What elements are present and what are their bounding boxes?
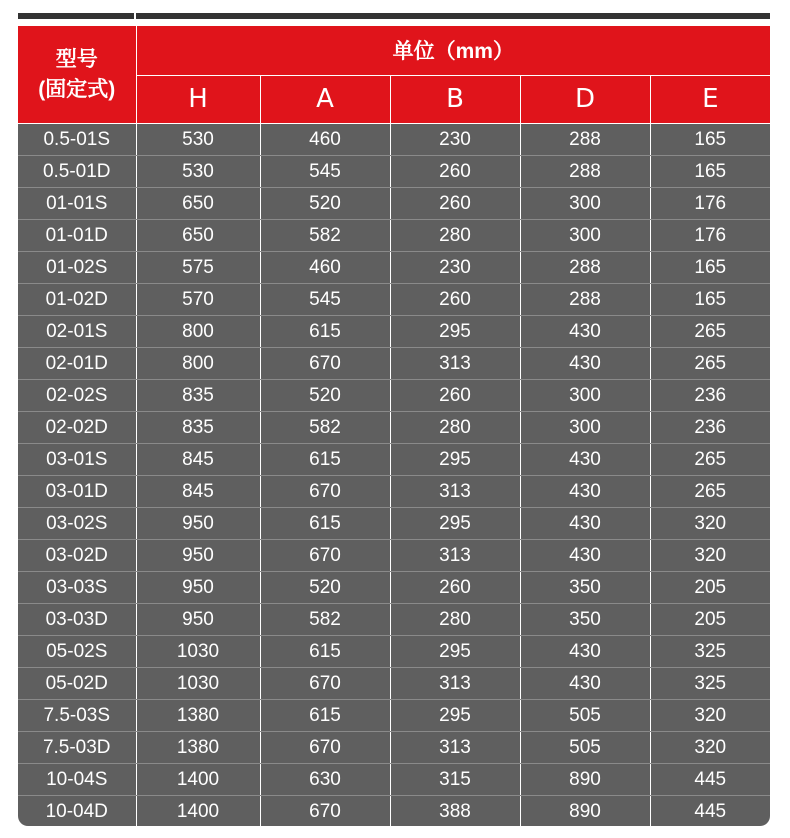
value-cell-d: 350 xyxy=(520,572,650,604)
value-cell-d: 300 xyxy=(520,380,650,412)
model-header-title: 型号 xyxy=(55,47,98,71)
value-cell-e: 176 xyxy=(650,188,770,220)
value-cell-h: 1400 xyxy=(136,796,260,827)
table-row xyxy=(18,124,770,156)
value-cell-h: 845 xyxy=(136,444,260,476)
value-cell-b: 260 xyxy=(390,572,520,604)
spec-table xyxy=(18,26,770,826)
value-cell-e: 445 xyxy=(650,764,770,796)
value-cell-d: 430 xyxy=(520,348,650,380)
value-cell-a: 670 xyxy=(260,540,390,572)
value-cell-b: 313 xyxy=(390,348,520,380)
value-cell-h: 570 xyxy=(136,284,260,316)
value-cell-h: 650 xyxy=(136,188,260,220)
table-row xyxy=(18,732,770,764)
model-cell: 03-03D xyxy=(18,604,136,636)
value-cell-h: 1380 xyxy=(136,700,260,732)
top-divider-gap xyxy=(134,13,136,19)
table-row xyxy=(18,188,770,220)
value-cell-b: 295 xyxy=(390,636,520,668)
value-cell-b: 260 xyxy=(390,284,520,316)
table-row xyxy=(18,764,770,796)
value-cell-b: 295 xyxy=(390,508,520,540)
value-cell-b: 295 xyxy=(390,700,520,732)
value-cell-d: 505 xyxy=(520,700,650,732)
value-cell-a: 545 xyxy=(260,284,390,316)
value-cell-h: 835 xyxy=(136,380,260,412)
value-cell-a: 582 xyxy=(260,412,390,444)
value-cell-b: 260 xyxy=(390,156,520,188)
value-cell-h: 845 xyxy=(136,476,260,508)
value-cell-a: 615 xyxy=(260,508,390,540)
value-cell-h: 575 xyxy=(136,252,260,284)
value-cell-h: 530 xyxy=(136,156,260,188)
value-cell-d: 430 xyxy=(520,540,650,572)
value-cell-d: 430 xyxy=(520,476,650,508)
value-cell-a: 670 xyxy=(260,476,390,508)
value-cell-e: 205 xyxy=(650,604,770,636)
table-row xyxy=(18,412,770,444)
value-cell-d: 288 xyxy=(520,124,650,156)
model-cell: 05-02S xyxy=(18,636,136,668)
value-cell-b: 280 xyxy=(390,220,520,252)
value-cell-e: 325 xyxy=(650,636,770,668)
model-cell: 0.5-01S xyxy=(18,124,136,156)
table-row xyxy=(18,316,770,348)
table-row xyxy=(18,348,770,380)
table-row xyxy=(18,444,770,476)
value-cell-b: 295 xyxy=(390,316,520,348)
value-cell-a: 615 xyxy=(260,316,390,348)
model-cell: 01-01S xyxy=(18,188,136,220)
value-cell-a: 630 xyxy=(260,764,390,796)
table-row xyxy=(18,572,770,604)
value-cell-h: 800 xyxy=(136,348,260,380)
value-cell-a: 670 xyxy=(260,796,390,827)
value-cell-h: 800 xyxy=(136,316,260,348)
value-cell-e: 320 xyxy=(650,732,770,764)
value-cell-b: 388 xyxy=(390,796,520,827)
value-cell-a: 670 xyxy=(260,668,390,700)
value-cell-e: 205 xyxy=(650,572,770,604)
column-header-d: D xyxy=(520,75,650,124)
value-cell-d: 350 xyxy=(520,604,650,636)
table-body xyxy=(18,124,770,827)
table-row xyxy=(18,700,770,732)
value-cell-h: 950 xyxy=(136,572,260,604)
table-row xyxy=(18,284,770,316)
value-cell-e: 236 xyxy=(650,412,770,444)
column-header-e: E xyxy=(650,75,770,124)
value-cell-a: 460 xyxy=(260,252,390,284)
value-cell-h: 950 xyxy=(136,508,260,540)
value-cell-a: 460 xyxy=(260,124,390,156)
value-cell-b: 260 xyxy=(390,380,520,412)
model-cell: 03-01S xyxy=(18,444,136,476)
value-cell-e: 165 xyxy=(650,156,770,188)
value-cell-e: 325 xyxy=(650,668,770,700)
value-cell-b: 280 xyxy=(390,604,520,636)
value-cell-d: 890 xyxy=(520,796,650,827)
value-cell-b: 260 xyxy=(390,188,520,220)
value-cell-a: 670 xyxy=(260,348,390,380)
value-cell-e: 165 xyxy=(650,124,770,156)
model-cell: 03-01D xyxy=(18,476,136,508)
model-cell: 7.5-03S xyxy=(18,700,136,732)
value-cell-h: 1380 xyxy=(136,732,260,764)
table-row xyxy=(18,636,770,668)
value-cell-e: 265 xyxy=(650,348,770,380)
model-cell: 05-02D xyxy=(18,668,136,700)
value-cell-d: 430 xyxy=(520,636,650,668)
value-cell-e: 265 xyxy=(650,316,770,348)
model-cell: 03-02D xyxy=(18,540,136,572)
value-cell-d: 430 xyxy=(520,668,650,700)
table-row xyxy=(18,604,770,636)
model-cell: 03-02S xyxy=(18,508,136,540)
value-cell-h: 1030 xyxy=(136,636,260,668)
table-row xyxy=(18,220,770,252)
value-cell-a: 670 xyxy=(260,732,390,764)
column-header-a: A xyxy=(260,75,390,124)
value-cell-d: 288 xyxy=(520,284,650,316)
value-cell-d: 300 xyxy=(520,188,650,220)
model-cell: 01-01D xyxy=(18,220,136,252)
value-cell-a: 582 xyxy=(260,604,390,636)
value-cell-h: 530 xyxy=(136,124,260,156)
value-cell-b: 313 xyxy=(390,732,520,764)
table-row xyxy=(18,668,770,700)
value-cell-b: 230 xyxy=(390,124,520,156)
value-cell-e: 265 xyxy=(650,476,770,508)
model-cell: 01-02D xyxy=(18,284,136,316)
model-cell: 10-04D xyxy=(18,796,136,827)
value-cell-e: 265 xyxy=(650,444,770,476)
model-cell: 10-04S xyxy=(18,764,136,796)
value-cell-b: 313 xyxy=(390,476,520,508)
value-cell-a: 520 xyxy=(260,188,390,220)
value-cell-b: 313 xyxy=(390,540,520,572)
model-column-header xyxy=(18,26,136,124)
value-cell-d: 288 xyxy=(520,156,650,188)
table-row xyxy=(18,476,770,508)
value-cell-d: 505 xyxy=(520,732,650,764)
table-row xyxy=(18,508,770,540)
column-header-h: H xyxy=(136,75,260,124)
value-cell-a: 615 xyxy=(260,444,390,476)
value-cell-d: 300 xyxy=(520,412,650,444)
top-divider-bar xyxy=(18,13,770,19)
value-cell-e: 445 xyxy=(650,796,770,827)
value-cell-a: 520 xyxy=(260,572,390,604)
table-row xyxy=(18,156,770,188)
table-row xyxy=(18,252,770,284)
model-cell: 7.5-03D xyxy=(18,732,136,764)
model-cell: 02-02S xyxy=(18,380,136,412)
value-cell-e: 320 xyxy=(650,508,770,540)
value-cell-h: 1030 xyxy=(136,668,260,700)
value-cell-e: 320 xyxy=(650,540,770,572)
value-cell-h: 650 xyxy=(136,220,260,252)
model-cell: 02-01D xyxy=(18,348,136,380)
spec-table-container xyxy=(18,26,770,826)
value-cell-h: 950 xyxy=(136,604,260,636)
value-cell-b: 230 xyxy=(390,252,520,284)
model-cell: 0.5-01D xyxy=(18,156,136,188)
value-cell-d: 430 xyxy=(520,316,650,348)
value-cell-d: 890 xyxy=(520,764,650,796)
model-cell: 03-03S xyxy=(18,572,136,604)
value-cell-d: 288 xyxy=(520,252,650,284)
value-cell-b: 315 xyxy=(390,764,520,796)
value-cell-e: 165 xyxy=(650,284,770,316)
value-cell-b: 313 xyxy=(390,668,520,700)
value-cell-e: 176 xyxy=(650,220,770,252)
model-header-subtitle: (固定式) xyxy=(38,77,116,101)
value-cell-a: 520 xyxy=(260,380,390,412)
table-row xyxy=(18,796,770,827)
value-cell-a: 582 xyxy=(260,220,390,252)
value-cell-e: 236 xyxy=(650,380,770,412)
value-cell-d: 430 xyxy=(520,444,650,476)
value-cell-b: 295 xyxy=(390,444,520,476)
unit-header: 单位（mm） xyxy=(136,26,770,75)
value-cell-b: 280 xyxy=(390,412,520,444)
model-cell: 01-02S xyxy=(18,252,136,284)
value-cell-a: 615 xyxy=(260,700,390,732)
table-header xyxy=(18,26,770,124)
value-cell-a: 615 xyxy=(260,636,390,668)
value-cell-e: 320 xyxy=(650,700,770,732)
value-cell-d: 430 xyxy=(520,508,650,540)
value-cell-h: 950 xyxy=(136,540,260,572)
column-header-b: B xyxy=(390,75,520,124)
value-cell-h: 1400 xyxy=(136,764,260,796)
model-cell: 02-01S xyxy=(18,316,136,348)
model-cell: 02-02D xyxy=(18,412,136,444)
table-row xyxy=(18,540,770,572)
value-cell-a: 545 xyxy=(260,156,390,188)
value-cell-e: 165 xyxy=(650,252,770,284)
value-cell-d: 300 xyxy=(520,220,650,252)
value-cell-h: 835 xyxy=(136,412,260,444)
table-row xyxy=(18,380,770,412)
header-row-unit xyxy=(18,26,770,75)
